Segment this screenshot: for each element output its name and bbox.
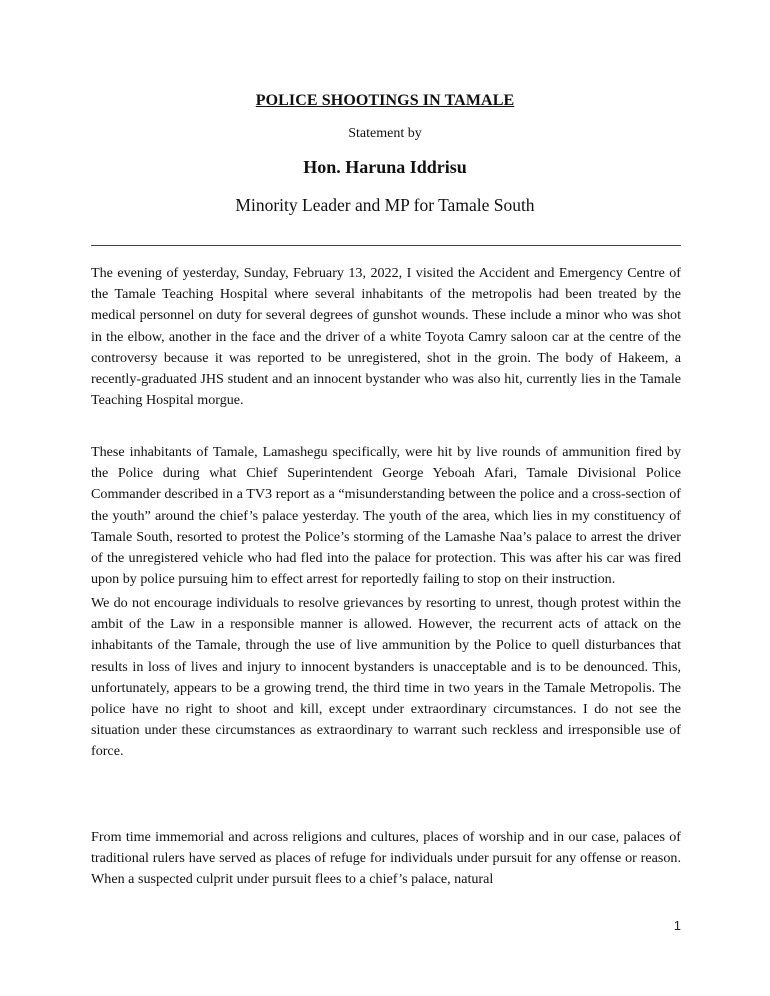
page-number: 1	[673, 918, 681, 933]
document-title: POLICE SHOOTINGS IN TAMALE	[255, 92, 515, 109]
body-paragraph: From time immemorial and across religions and cultures, places of worship and in our case, palaces of traditional rulers have served as places of refuge for individuals under pursuit for any offense or reason. When a suspected culprit under pursuit flees to a chief’s palace, natural	[91, 829, 681, 888]
body-paragraph: We do not encourage individuals to resolve grievances by resorting to unrest, though protest within the ambit of the Law in a responsible manner is allowed. However, the recurrent acts of attack on the inhabitants of the Tamale, through the use of live ammunition by the Police to quell disturbances that results in loss of lives and injury to innocent bystanders is unacceptable and is to be denounced. This, unfortunately, appears to be a growing trend, the third time in two years in the Tamale Metropolis. The police have no right to shoot and kill, except under extraordinary circumstances. I do not see the situation under these circumstances as extraordinary to warrant such reckless and irresponsible use of force.	[91, 595, 681, 760]
body-paragraph: The evening of yesterday, Sunday, February 13, 2022, I visited the Accident and Emergency Centre of the Tamale Teaching Hospital where several inhabitants of the metropolis had been treated by the medical personnel on duty for several degrees of gunshot wounds. These include a minor who was shot in the elbow, another in the face and the driver of a white Toyota Camry saloon car at the centre of the controversy because it was reported to be unregistered, shot in the groin. The body of Hakeem, a recently-graduated JHS student and an innocent bystander who was also hit, currently lies in the Tamale Teaching Hospital morgue.	[91, 265, 681, 409]
body-paragraph: These inhabitants of Tamale, Lamashegu specifically, were hit by live rounds of ammunition fired by the Police during what Chief Superintendent George Yeboah Afari, Tamale Divisional Police Commander described in a TV3 report as a “misunderstanding between the police and a cross-section of the youth” around the chief’s palace yesterday. The youth of the area, which lies in my constituency of Tamale South, resorted to protest the Police’s storming of the Lamashe Naa’s palace to arrest the driver of the unregistered vehicle who had fled into the palace for protection. This was after his car was fired upon by police pursuing him to effect arrest for reportedly failing to stop on their instruction.	[91, 444, 681, 588]
horizontal-rule	[91, 245, 681, 246]
speaker-role: Minority Leader and MP for Tamale South	[235, 195, 535, 215]
speaker-name: Hon. Haruna Iddrisu	[303, 157, 467, 177]
statement-by-label: Statement by	[348, 126, 422, 141]
